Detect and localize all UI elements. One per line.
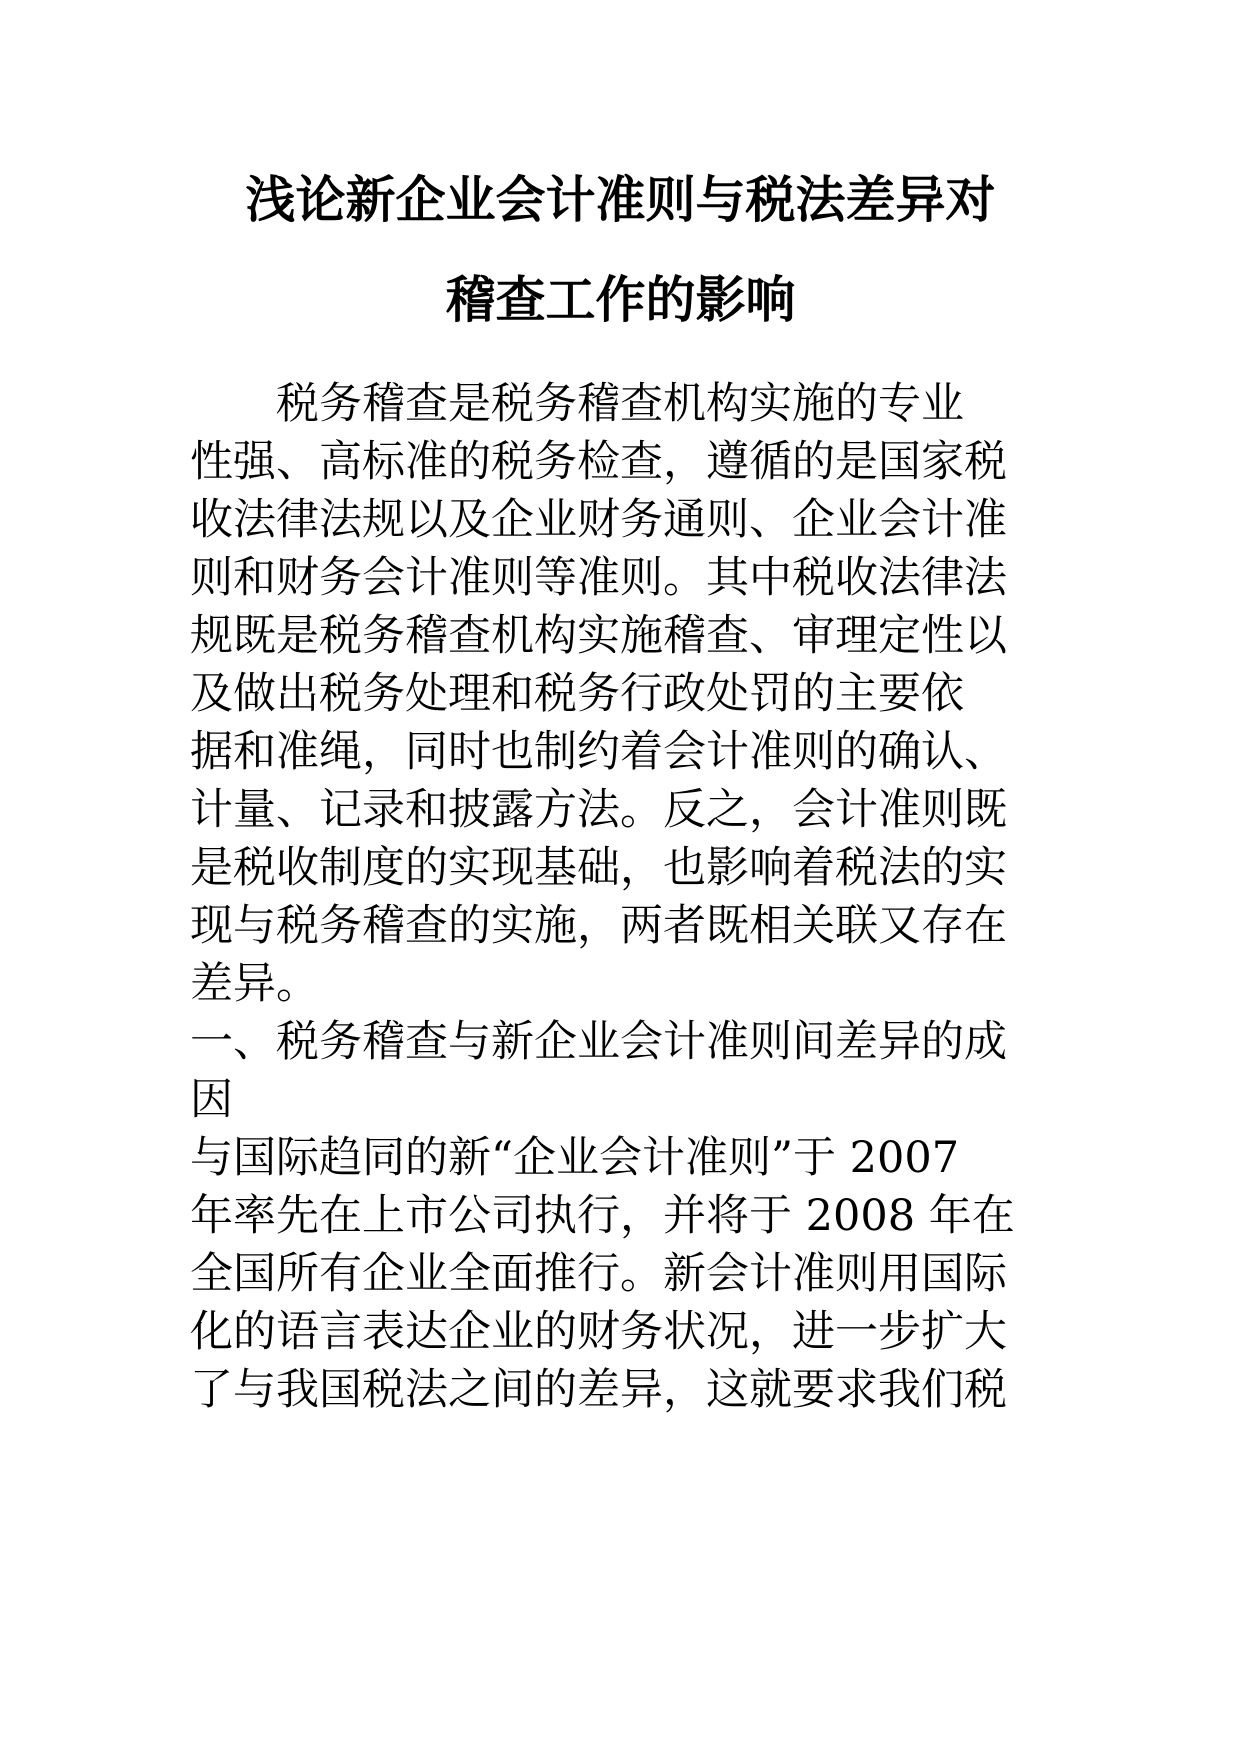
- section-heading-line-1: 一、税务稽查与新企业会计准则间差异的成: [190, 1017, 1007, 1067]
- body-line-5: 规既是税务稽查机构实施稽查、审理定性以: [190, 611, 1007, 661]
- body-line-6: 及做出税务处理和税务行政处罚的主要依: [190, 669, 964, 719]
- body-line-2: 性强、高标准的税务检查，遵循的是国家税: [190, 437, 1007, 487]
- body-line-16: 了与我国税法之间的差异，这就要求我们税: [190, 1365, 1007, 1415]
- body-line-8: 计量、记录和披露方法。反之，会计准则既: [190, 785, 1007, 835]
- section-heading-line-2: 因: [190, 1075, 233, 1125]
- body-line-14: 全国所有企业全面推行。新会计准则用国际: [190, 1249, 1007, 1299]
- body-line-10: 现与税务稽查的实施，两者既相关联又存在: [190, 901, 1007, 951]
- body-line-15: 化的语言表达企业的财务状况，进一步扩大: [190, 1307, 1007, 1357]
- document-title-line-1: 浅论新企业会计准则与税法差异对: [245, 171, 996, 229]
- body-line-12: 与国际趋同的新“企业会计准则”于 2007: [190, 1133, 960, 1183]
- body-line-7: 据和准绳，同时也制约着会计准则的确认、: [190, 727, 1007, 777]
- body-line-3: 收法律法规以及企业财务通则、企业会计准: [190, 495, 1007, 545]
- body-line-9: 是税收制度的实现基础，也影响着税法的实: [190, 843, 1007, 893]
- body-line-4: 则和财务会计准则等准则。其中税收法律法: [190, 553, 1007, 603]
- document-title-line-2: 稽查工作的影响: [445, 271, 796, 329]
- body-line-11: 差异。: [190, 959, 319, 1009]
- body-line-13: 年率先在上市公司执行，并将于 2008 年在: [190, 1191, 1015, 1241]
- body-line-1: 税务稽查是税务稽查机构实施的专业: [276, 379, 964, 429]
